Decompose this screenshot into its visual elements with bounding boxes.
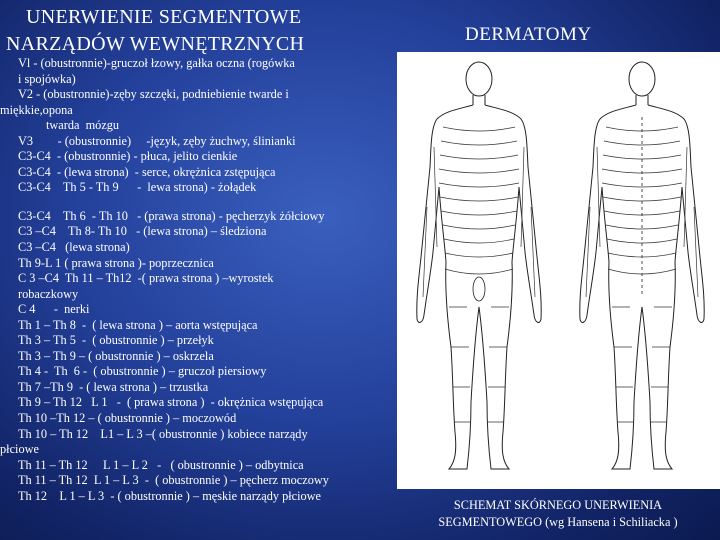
list-line: płciowe	[0, 442, 39, 457]
list-line: Th 7 –Th 9 - ( lewa strona ) – trzustka	[18, 379, 209, 394]
segment-list	[0, 56, 390, 505]
list-line: C3 –C4 Th 8- Th 10 - (lewa strona) – śledziona	[18, 224, 267, 239]
list-line: twarda mózgu	[46, 118, 120, 133]
list-line: Th 10 – Th 12 L1 – L 3 –( obustronnie ) kobiece narządy	[18, 426, 308, 441]
front-body-outline	[417, 62, 541, 469]
list-line: C3-C4 - (lewa strona) - serce, okrężnica zstępująca	[18, 164, 276, 179]
list-line: V3 - (obustronnie) -język, zęby żuchwy, ślinianki	[18, 133, 296, 148]
list-line: robaczkowy	[18, 286, 79, 301]
back-body-outline	[580, 62, 704, 469]
list-line: C3-C4 Th 5 - Th 9 - lewa strona) - żołądek	[18, 180, 257, 195]
list-line: miękkie,opona	[0, 102, 73, 117]
figure-caption	[400, 497, 716, 531]
list-line: Th 12 L 1 – L 3 - ( obustronnie ) – męskie narządy płciowe	[18, 488, 322, 503]
list-line: C3-C4 - (obustronnie) - płuca, jelito cienkie	[18, 149, 238, 164]
dermatome-figure	[397, 52, 720, 489]
list-spacer	[0, 196, 390, 209]
list-line: Vl - (obustronnie)-gruczoł łzowy, gałka oczna (rogówka	[18, 56, 295, 70]
slide-title	[6, 4, 386, 58]
list-line: Th 3 – Th 5 - ( obustronnie ) – przełyk	[18, 333, 214, 348]
list-line: Th 11 – Th 12 L 1 – L 3 - ( obustronnie ) – pęcherz moczowy	[18, 473, 329, 488]
list-line: Th 1 – Th 8 - ( lewa strona ) – aorta wstępująca	[18, 317, 258, 332]
figure-title: DERMATOMY	[465, 24, 592, 45]
list-line: C 3 –C4 Th 11 – Th12 -( prawa strona ) –wyrostek	[18, 271, 274, 286]
figure-caption-line-2: SEGMENTOWEGO (wg Hansena i Schiliacka )	[438, 515, 678, 529]
slide-title-line-2: NARZĄDÓW WEWNĘTRZNYCH	[6, 33, 305, 55]
list-line: V2 - (obustronnie)-zęby szczęki, podniebienie twarde i	[18, 87, 289, 102]
list-line: Th 11 – Th 12 L 1 – L 2 - ( obustronnie ) – odbytnica	[18, 457, 304, 472]
list-line: Th 3 – Th 9 – ( obustronnie ) – oskrzela	[18, 348, 214, 363]
list-line: C 4 - nerki	[18, 302, 90, 317]
list-line: i spojówka)	[18, 71, 76, 86]
list-line: C3 –C4 (lewa strona)	[18, 240, 130, 255]
list-line: Th 9-L 1 ( prawa strona )- poprzecznica	[18, 255, 214, 270]
slide-title-line-1: UNERWIENIE SEGMENTOWE	[26, 6, 302, 28]
list-line: Th 10 –Th 12 – ( obustronnie ) – moczowód	[18, 411, 237, 426]
list-line: Th 9 – Th 12 L 1 - ( prawa strona ) - okrężnica wstępująca	[18, 395, 324, 410]
list-line: C3-C4 Th 6 - Th 10 - (prawa strona) - pęcherzyk żółciowy	[18, 208, 325, 223]
list-line: Th 4 - Th 6 - ( obustronnie ) – gruczoł piersiowy	[18, 364, 267, 379]
figure-caption-line-1: SCHEMAT SKÓRNEGO UNERWIENIA	[453, 498, 663, 512]
dermatome-diagram	[397, 52, 720, 489]
